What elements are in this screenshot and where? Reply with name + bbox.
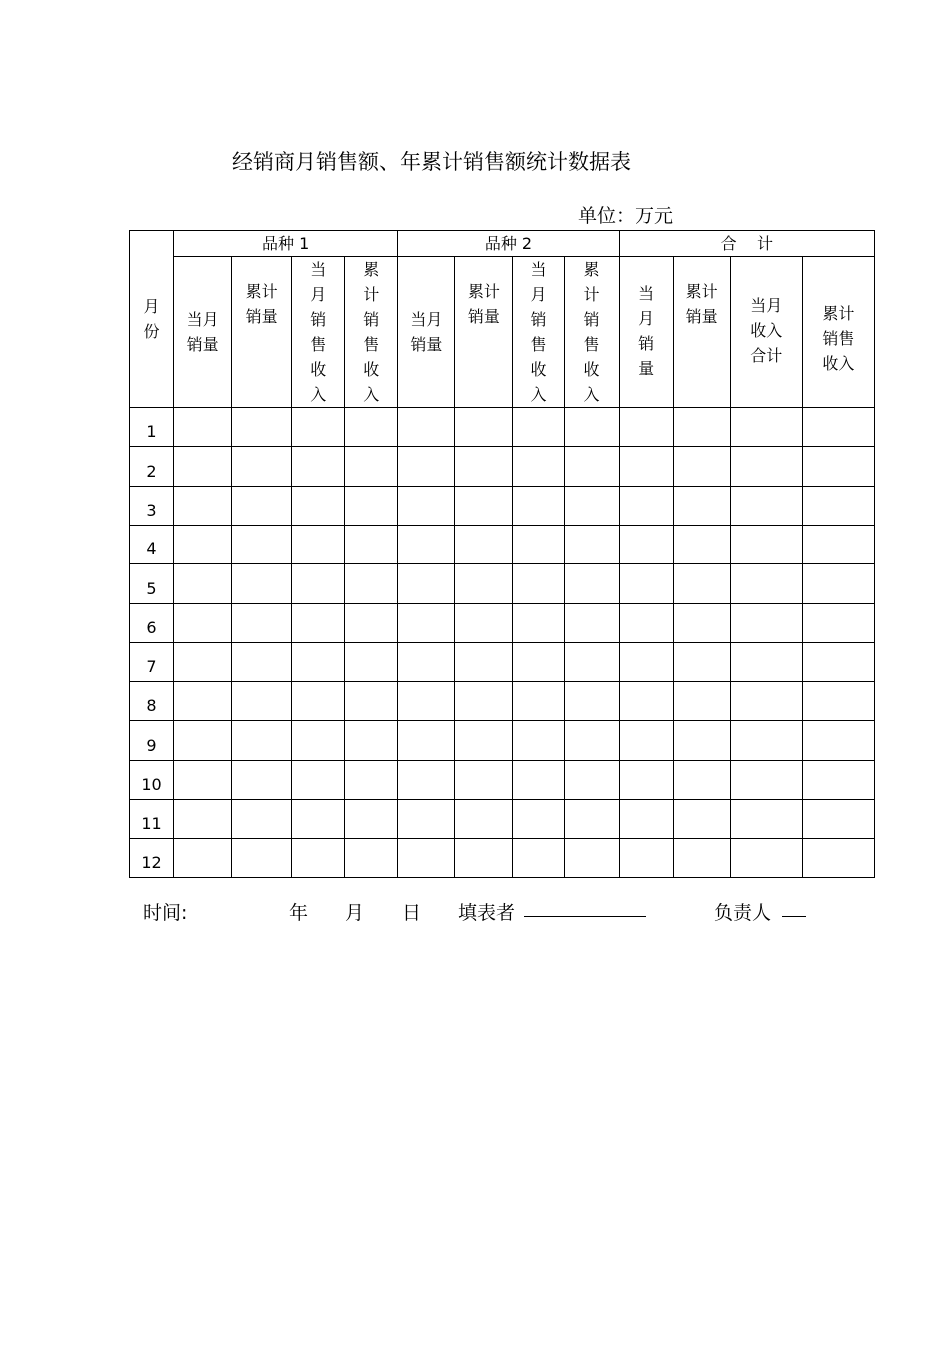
subheader-total-monthly-volume: 当月销量 <box>619 257 673 408</box>
table-row <box>130 721 875 761</box>
data-cell[interactable] <box>232 761 292 800</box>
data-cell[interactable] <box>345 564 398 604</box>
data-cell[interactable] <box>564 800 619 839</box>
data-cell[interactable] <box>232 408 292 447</box>
data-cell[interactable] <box>292 682 345 721</box>
data-cell[interactable] <box>174 564 232 604</box>
data-cell[interactable] <box>345 408 398 447</box>
data-cell[interactable] <box>174 682 232 721</box>
group-header-product1: 品种 1 <box>174 231 398 257</box>
data-cell[interactable] <box>619 721 673 761</box>
group-header-product2: 品种 2 <box>398 231 619 257</box>
month-number: 2 <box>130 447 174 487</box>
data-cell[interactable] <box>174 721 232 761</box>
data-cell[interactable] <box>345 643 398 682</box>
subheader-monthly-revenue: 当月销售收入 <box>292 257 345 408</box>
data-cell[interactable] <box>455 643 513 682</box>
data-cell[interactable] <box>345 526 398 564</box>
data-cell[interactable] <box>398 526 455 564</box>
data-cell[interactable] <box>673 761 730 800</box>
data-cell[interactable] <box>232 447 292 487</box>
data-cell[interactable] <box>345 604 398 643</box>
subheader-cumulative-revenue: 累计销售收入 <box>345 257 398 408</box>
data-cell[interactable] <box>292 526 345 564</box>
data-cell[interactable] <box>730 721 802 761</box>
data-cell[interactable] <box>513 800 564 839</box>
data-cell[interactable] <box>455 682 513 721</box>
data-cell[interactable] <box>398 721 455 761</box>
data-cell[interactable] <box>513 447 564 487</box>
data-cell[interactable] <box>174 526 232 564</box>
table-row <box>130 800 875 839</box>
responsible-label: 负责人 <box>714 902 772 924</box>
data-cell[interactable] <box>673 721 730 761</box>
data-cell[interactable] <box>455 487 513 526</box>
data-cell[interactable] <box>619 487 673 526</box>
month-number: 4 <box>130 526 174 564</box>
data-cell[interactable] <box>619 447 673 487</box>
month-rows <box>130 408 875 878</box>
data-cell[interactable] <box>673 643 730 682</box>
page-title: 经销商月销售额、年累计销售额统计数据表 <box>232 150 631 174</box>
data-cell[interactable] <box>292 487 345 526</box>
data-cell[interactable] <box>673 487 730 526</box>
data-cell[interactable] <box>455 526 513 564</box>
data-cell[interactable] <box>513 526 564 564</box>
table-row <box>130 447 875 487</box>
data-cell[interactable] <box>730 643 802 682</box>
data-cell[interactable] <box>564 721 619 761</box>
data-cell[interactable] <box>513 643 564 682</box>
data-cell[interactable] <box>513 682 564 721</box>
data-cell[interactable] <box>802 447 874 487</box>
subheader-cumulative-volume: 累计销量 <box>455 257 513 408</box>
month-number: 10 <box>130 761 174 800</box>
data-cell[interactable] <box>398 408 455 447</box>
month-column-header: 月份 <box>130 231 174 408</box>
data-cell[interactable] <box>455 761 513 800</box>
data-cell[interactable] <box>564 604 619 643</box>
data-cell[interactable] <box>619 408 673 447</box>
data-cell[interactable] <box>345 761 398 800</box>
data-cell[interactable] <box>174 487 232 526</box>
data-cell[interactable] <box>802 682 874 721</box>
data-cell[interactable] <box>673 682 730 721</box>
subheader-cumulative-revenue: 累计销售收入 <box>564 257 619 408</box>
table-row <box>130 761 875 800</box>
data-cell[interactable] <box>232 643 292 682</box>
data-cell[interactable] <box>345 839 398 878</box>
data-cell[interactable] <box>174 604 232 643</box>
data-cell[interactable] <box>673 800 730 839</box>
data-cell[interactable] <box>398 643 455 682</box>
data-cell[interactable] <box>345 682 398 721</box>
data-cell[interactable] <box>513 564 564 604</box>
data-cell[interactable] <box>174 800 232 839</box>
data-cell[interactable] <box>619 839 673 878</box>
month-number: 8 <box>130 682 174 721</box>
data-cell[interactable] <box>802 408 874 447</box>
subheader-monthly-volume: 当月销量 <box>174 257 232 408</box>
table-row <box>130 839 875 878</box>
data-cell[interactable] <box>673 839 730 878</box>
data-cell[interactable] <box>564 839 619 878</box>
data-cell[interactable] <box>730 408 802 447</box>
data-cell[interactable] <box>232 721 292 761</box>
data-cell[interactable] <box>292 604 345 643</box>
data-cell[interactable] <box>564 447 619 487</box>
data-cell[interactable] <box>802 564 874 604</box>
data-cell[interactable] <box>232 487 292 526</box>
data-cell[interactable] <box>564 564 619 604</box>
data-cell[interactable] <box>455 408 513 447</box>
data-cell[interactable] <box>174 643 232 682</box>
data-cell[interactable] <box>398 800 455 839</box>
data-cell[interactable] <box>564 487 619 526</box>
month-label: 月 <box>345 902 365 924</box>
filler-label: 填表者 <box>458 902 516 924</box>
data-cell[interactable] <box>292 564 345 604</box>
data-cell[interactable] <box>730 839 802 878</box>
table-row <box>130 526 875 564</box>
data-cell[interactable] <box>730 604 802 643</box>
data-cell[interactable] <box>513 839 564 878</box>
data-cell[interactable] <box>730 487 802 526</box>
subheader-total-cumulative-revenue: 累计销售收入 <box>802 257 874 408</box>
data-cell[interactable] <box>564 526 619 564</box>
data-cell[interactable] <box>802 643 874 682</box>
data-cell[interactable] <box>619 643 673 682</box>
data-cell[interactable] <box>174 408 232 447</box>
data-cell[interactable] <box>730 761 802 800</box>
month-number: 1 <box>130 408 174 447</box>
month-number: 7 <box>130 643 174 682</box>
data-cell[interactable] <box>292 800 345 839</box>
data-cell[interactable] <box>802 721 874 761</box>
subheader-cumulative-volume: 累计销量 <box>232 257 292 408</box>
data-cell[interactable] <box>730 800 802 839</box>
data-cell[interactable] <box>673 408 730 447</box>
data-cell[interactable] <box>564 682 619 721</box>
table-row <box>130 604 875 643</box>
data-cell[interactable] <box>292 721 345 761</box>
month-number: 6 <box>130 604 174 643</box>
month-number: 11 <box>130 800 174 839</box>
data-cell[interactable] <box>802 761 874 800</box>
data-cell[interactable] <box>455 447 513 487</box>
data-cell[interactable] <box>232 839 292 878</box>
data-cell[interactable] <box>174 839 232 878</box>
data-cell[interactable] <box>232 526 292 564</box>
subheader-monthly-volume: 当月销量 <box>398 257 455 408</box>
data-cell[interactable] <box>455 839 513 878</box>
sales-statistics-table <box>129 230 875 878</box>
data-cell[interactable] <box>174 761 232 800</box>
data-cell[interactable] <box>345 487 398 526</box>
data-cell[interactable] <box>292 447 345 487</box>
data-cell[interactable] <box>292 839 345 878</box>
data-cell[interactable] <box>619 682 673 721</box>
data-cell[interactable] <box>513 408 564 447</box>
data-cell[interactable] <box>174 447 232 487</box>
table-row <box>130 487 875 526</box>
table-row <box>130 682 875 721</box>
data-cell[interactable] <box>398 564 455 604</box>
month-number: 12 <box>130 839 174 878</box>
data-cell[interactable] <box>564 408 619 447</box>
data-cell[interactable] <box>619 526 673 564</box>
data-cell[interactable] <box>398 682 455 721</box>
data-cell[interactable] <box>513 604 564 643</box>
subheader-total-cumulative-volume: 累计销量 <box>673 257 730 408</box>
day-label: 日 <box>402 902 422 924</box>
month-number: 5 <box>130 564 174 604</box>
data-cell[interactable] <box>730 682 802 721</box>
data-cell[interactable] <box>730 526 802 564</box>
data-cell[interactable] <box>455 800 513 839</box>
data-cell[interactable] <box>802 839 874 878</box>
data-cell[interactable] <box>398 761 455 800</box>
data-cell[interactable] <box>345 447 398 487</box>
data-cell[interactable] <box>802 526 874 564</box>
data-cell[interactable] <box>673 564 730 604</box>
data-cell[interactable] <box>455 604 513 643</box>
data-cell[interactable] <box>398 487 455 526</box>
data-cell[interactable] <box>513 721 564 761</box>
table-row <box>130 564 875 604</box>
data-cell[interactable] <box>513 761 564 800</box>
data-cell[interactable] <box>232 682 292 721</box>
data-cell[interactable] <box>232 604 292 643</box>
data-cell[interactable] <box>619 761 673 800</box>
data-cell[interactable] <box>619 800 673 839</box>
data-cell[interactable] <box>619 604 673 643</box>
data-cell[interactable] <box>673 526 730 564</box>
data-cell[interactable] <box>398 447 455 487</box>
data-cell[interactable] <box>513 487 564 526</box>
data-cell[interactable] <box>232 800 292 839</box>
data-cell[interactable] <box>730 564 802 604</box>
data-cell[interactable] <box>564 761 619 800</box>
data-cell[interactable] <box>292 408 345 447</box>
data-cell[interactable] <box>802 800 874 839</box>
data-cell[interactable] <box>802 487 874 526</box>
data-cell[interactable] <box>398 604 455 643</box>
subheader-total-monthly-revenue: 当月收入合计 <box>730 257 802 408</box>
subheader-monthly-revenue: 当月销售收入 <box>513 257 564 408</box>
data-cell[interactable] <box>619 564 673 604</box>
data-cell[interactable] <box>455 564 513 604</box>
data-cell[interactable] <box>292 643 345 682</box>
table-row <box>130 643 875 682</box>
time-label: 时间: <box>143 902 188 924</box>
data-cell[interactable] <box>398 839 455 878</box>
unit-label: 单位：万元 <box>578 205 674 227</box>
table-row <box>130 408 875 447</box>
footer <box>0 898 950 924</box>
data-cell[interactable] <box>673 604 730 643</box>
data-cell[interactable] <box>673 447 730 487</box>
month-number: 9 <box>130 721 174 761</box>
year-label: 年 <box>289 902 309 924</box>
data-cell[interactable] <box>455 721 513 761</box>
group-header-total: 合 计 <box>619 231 874 257</box>
data-cell[interactable] <box>802 604 874 643</box>
month-number: 3 <box>130 487 174 526</box>
data-cell[interactable] <box>232 564 292 604</box>
data-cell[interactable] <box>292 761 345 800</box>
data-cell[interactable] <box>345 721 398 761</box>
data-cell[interactable] <box>564 643 619 682</box>
data-cell[interactable] <box>345 800 398 839</box>
data-cell[interactable] <box>730 447 802 487</box>
